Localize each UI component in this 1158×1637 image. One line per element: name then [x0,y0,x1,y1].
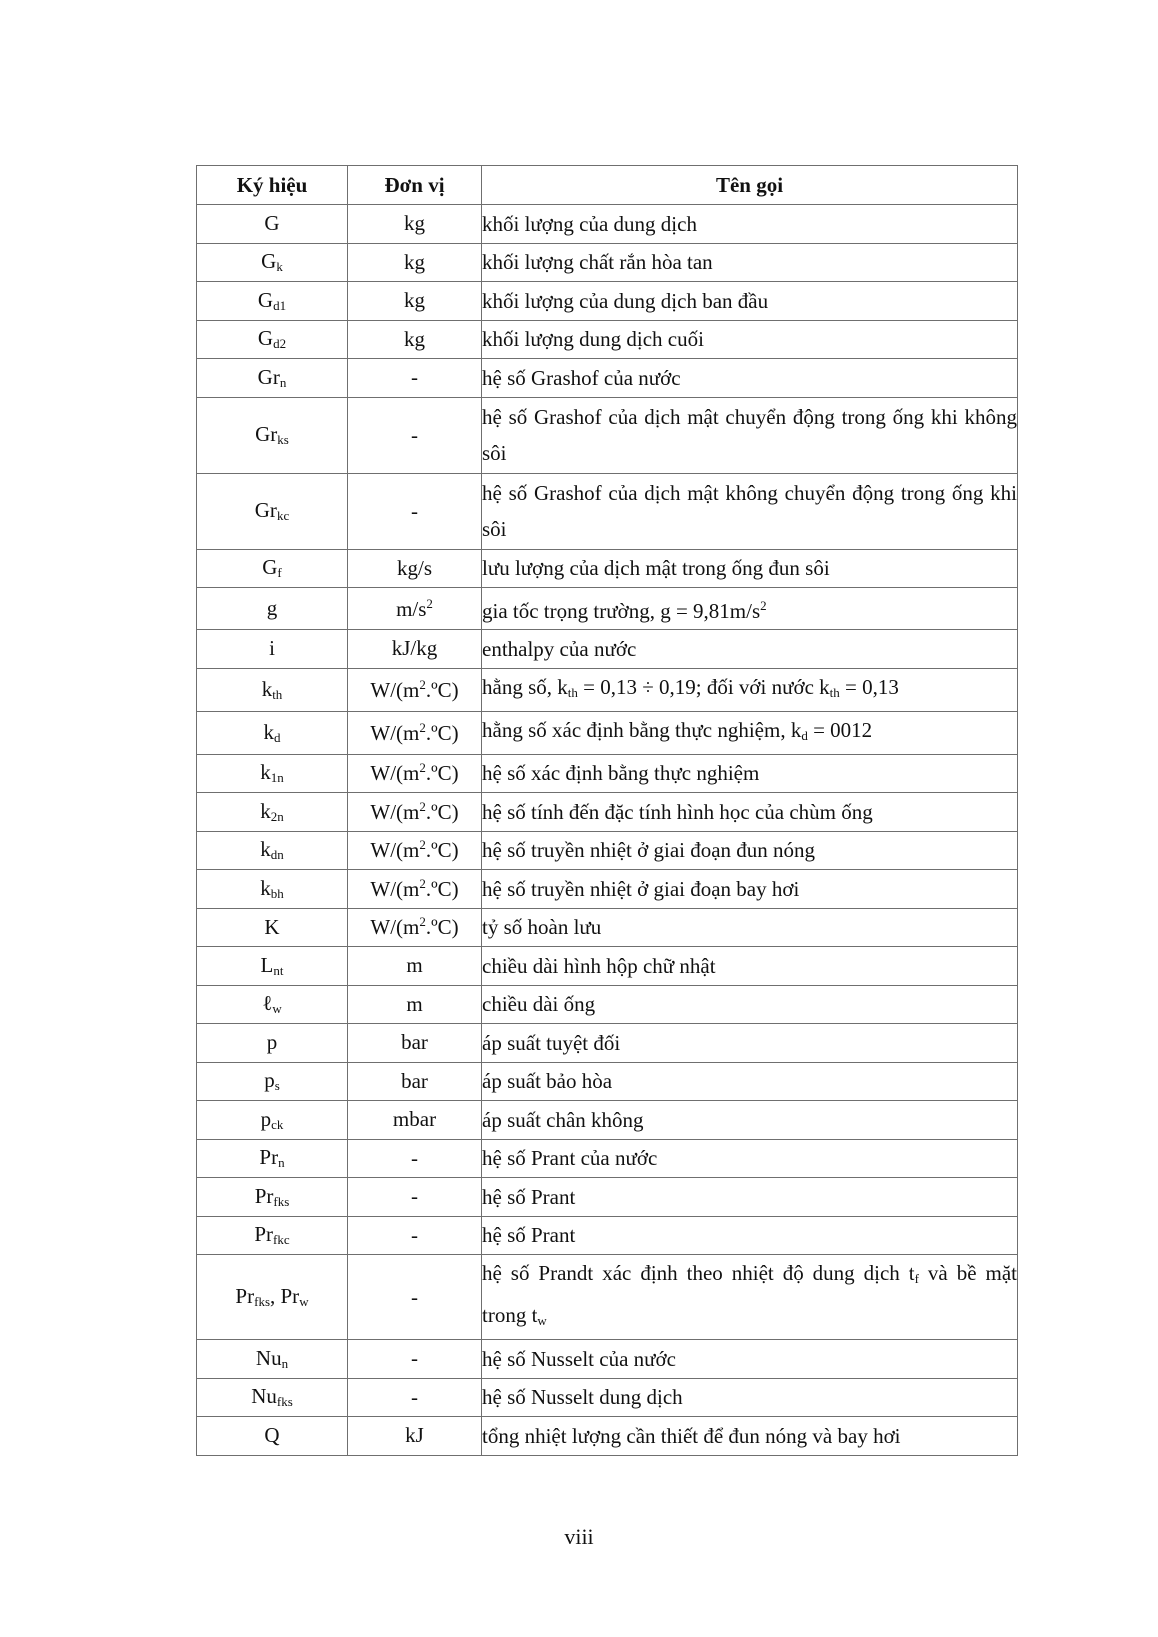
unit-cell [348,243,482,282]
document-page [196,165,1017,1456]
symbol-subscript: f [277,565,282,581]
unit-superscript: 2 [419,837,426,853]
description-cell [482,282,1018,321]
symbol-subscript: k [276,259,283,275]
unit-text: W/(m [370,838,420,863]
description-text: tổng nhiệt lượng cần thiết để đun nóng và bay hơi [482,1423,901,1448]
description-cell [482,1340,1018,1379]
table-row [197,359,1018,398]
description-text: = 0012 [807,717,873,742]
unit-superscript: 2 [426,595,433,611]
unit-cell [348,205,482,244]
table-row [197,1178,1018,1217]
unit-superscript: 2 [419,798,426,814]
unit-cell [348,1216,482,1255]
description-subscript: d [801,727,808,743]
unit-cell [348,359,482,398]
unit-cell [348,549,482,588]
table-row [197,870,1018,909]
symbol-cell [197,473,348,549]
description-text: hệ số truyền nhiệt ở giai đoạn đun nóng [482,838,816,863]
symbol-base: Pr [254,1183,274,1208]
symbol-cell [197,1340,348,1379]
description-text: hệ số truyền nhiệt ở giai đoạn bay hơi [482,876,800,901]
symbol-subscript: n [279,374,287,390]
description-cell [482,473,1018,549]
symbol-subscript: nt [273,962,284,978]
unit-text: kJ [405,1423,424,1448]
description-text: gia tốc trọng trường, g = 9,81m/s [482,599,761,623]
description-cell [482,549,1018,588]
symbol-base: Nu [255,1345,282,1370]
table-row [197,947,1018,986]
table-row [197,282,1018,321]
unit-tail: .ºC) [425,876,459,901]
table-row [197,1101,1018,1140]
unit-text: kJ/kg [391,636,438,661]
description-text: hệ số Prant [482,1184,576,1209]
unit-cell [348,1024,482,1063]
description-text: enthalpy của nước [482,636,637,661]
description-cell [482,1178,1018,1217]
unit-text: - [411,1184,418,1209]
description-cell [482,243,1018,282]
symbol-base: p [264,1068,275,1093]
description-text: hằng số xác định bằng thực nghiệm, k [482,717,802,742]
description-text: chiều dài hình hộp chữ nhật [482,953,716,978]
symbol-cell [197,282,348,321]
description-cell [482,1101,1018,1140]
symbol-cell [197,1417,348,1456]
symbol-subscript: 2n [270,808,284,824]
description-cell [482,947,1018,986]
unit-text: kg/s [396,555,432,580]
symbol-base: k [261,676,273,701]
unit-cell [348,1101,482,1140]
symbol-cell [197,793,348,832]
symbol-base: Q [264,1423,280,1448]
unit-superscript: 2 [419,676,426,692]
description-text: khối lượng dung dịch cuối [482,327,704,352]
unit-cell [348,1340,482,1379]
symbol-cell [197,711,348,754]
table-row [197,549,1018,588]
header-symbol: Ký hiệu [197,166,348,205]
table-row [197,754,1018,793]
unit-text: - [411,1222,418,1247]
symbol-cell [197,588,348,630]
description-cell [482,1062,1018,1101]
description-cell [482,320,1018,359]
symbol-base: G [264,211,280,236]
symbol-base: K [264,914,280,939]
description-subscript: th [829,684,840,700]
unit-text: mbar [392,1107,437,1132]
description-cell [482,630,1018,669]
symbol-base: L [260,952,274,977]
unit-tail: .ºC) [425,838,459,863]
symbol-table [196,165,1018,1456]
symbol-cell [197,1178,348,1217]
unit-tail: .ºC) [425,761,459,786]
description-cell [482,1024,1018,1063]
table-row [197,1062,1018,1101]
unit-text: m [406,953,423,978]
unit-text: kg [404,288,425,313]
description-cell [482,711,1018,754]
table-row [197,831,1018,870]
symbol-base: G [261,249,277,274]
description-cell [482,1216,1018,1255]
unit-superscript: 2 [419,719,426,735]
table-row [197,1216,1018,1255]
symbol-subscript: s [274,1078,280,1094]
symbol-cell [197,397,348,473]
table-row [197,1024,1018,1063]
unit-cell [348,754,482,793]
symbol-cell [197,754,348,793]
symbol-subscript: dn [270,847,284,863]
symbol-subscript: 1n [270,770,284,786]
unit-cell [348,1178,482,1217]
table-row [197,588,1018,630]
description-text: hệ số Prandt xác định theo nhiệt độ dung dịch t [482,1261,915,1285]
unit-text: bar [401,1068,428,1093]
description-superscript: 2 [760,598,767,613]
description-text: hệ số tính đến đặc tính hình học của chùm ống [482,799,873,824]
unit-tail: .ºC) [425,799,459,824]
unit-text: W/(m [370,915,420,940]
unit-superscript: 2 [419,914,426,930]
symbol-cell [197,947,348,986]
unit-text: kg [404,249,425,274]
description-cell [482,908,1018,947]
description-text: hệ số Grashof của dịch mật không chuyển động trong ống khi sôi [482,481,1017,541]
symbol-subscript: n [278,1155,285,1171]
symbol-base: Gr [255,422,278,446]
table-row [197,908,1018,947]
table-row [197,985,1018,1024]
symbol-base: Gr [254,498,277,522]
unit-text: W/(m [370,720,420,745]
unit-cell [348,630,482,669]
unit-cell [348,1255,482,1340]
symbol-cell [197,1139,348,1178]
unit-text: - [411,1284,418,1309]
symbol-subscript: fks [273,1193,290,1209]
symbol-subscript: th [272,686,283,702]
symbol-cell [197,1101,348,1140]
description-text: áp suất chân không [482,1107,644,1132]
symbol-base: Gr [257,364,280,389]
description-cell [482,668,1018,711]
table-row [197,793,1018,832]
unit-text: - [411,365,418,390]
symbol-base: k [260,875,271,900]
unit-text: bar [401,1030,428,1055]
description-text: khối lượng của dung dịch ban đầu [482,288,769,313]
unit-tail: .ºC) [425,915,459,940]
symbol-base: Pr [254,1222,274,1247]
table-row [197,243,1018,282]
table-header-row [197,166,1018,205]
symbol-base: p [266,1030,278,1055]
unit-text: - [411,498,418,523]
table-row [197,1417,1018,1456]
header-name: Tên gọi [482,166,1018,205]
unit-text: W/(m [370,677,420,702]
unit-cell [348,793,482,832]
unit-cell [348,870,482,909]
symbol-base: i [269,636,275,661]
symbol-cell [197,320,348,359]
description-text: áp suất tuyệt đối [482,1030,621,1055]
symbol-subscript-2: w [299,1294,309,1309]
unit-cell [348,985,482,1024]
unit-cell [348,908,482,947]
table-row [197,1340,1018,1379]
unit-cell [348,831,482,870]
unit-cell [348,320,482,359]
unit-cell [348,1417,482,1456]
symbol-cell [197,831,348,870]
symbol-base: G [257,326,274,351]
symbol-cell [197,1255,348,1340]
symbol-base: k [260,760,271,785]
symbol-base: Pr [235,1284,255,1308]
description-text: = 0,13 ÷ 0,19; đối với nước k [577,674,830,699]
unit-cell [348,1139,482,1178]
table-row [197,668,1018,711]
unit-cell [348,397,482,473]
symbol-cell [197,1216,348,1255]
description-cell [482,588,1018,630]
unit-text: m/s [396,596,427,621]
unit-cell [348,711,482,754]
table-row [197,1378,1018,1417]
unit-text: kg [404,211,425,236]
unit-cell [348,473,482,549]
table-row [197,473,1018,549]
symbol-cell [197,1378,348,1417]
description-cell [482,359,1018,398]
unit-superscript: 2 [419,875,426,891]
symbol-subscript: fks [276,1394,293,1410]
table-row [197,397,1018,473]
symbol-cell [197,630,348,669]
unit-text: - [411,1384,418,1409]
description-text: và bề mặt trong t [482,1261,1017,1327]
unit-cell [348,668,482,711]
symbol-base: Nu [251,1384,277,1409]
symbol-subscript: d2 [273,336,287,352]
symbol-cell [197,359,348,398]
description-text: hệ số Grashof của dịch mật chuyển động trong ống khi không sôi [482,405,1017,465]
description-cell [482,754,1018,793]
symbol-base: G [257,287,274,312]
unit-text: W/(m [370,761,420,786]
table-row [197,711,1018,754]
description-text: khối lượng của dung dịch [482,211,697,236]
unit-cell [348,1378,482,1417]
unit-tail: .ºC) [425,720,459,745]
description-subscript: w [537,1313,547,1328]
page-number: viii [564,1524,594,1549]
unit-text: - [411,422,418,447]
symbol-cell [197,908,348,947]
symbol-subscript: fkc [273,1232,290,1248]
unit-superscript: 2 [419,760,426,776]
table-row [197,205,1018,244]
symbol-cell [197,1024,348,1063]
unit-cell [348,947,482,986]
header-unit: Đơn vị [348,166,482,205]
symbol-cell [197,549,348,588]
symbol-subscript: w [272,1001,282,1017]
description-text: hệ số Nusselt của nước [482,1346,676,1371]
unit-tail: .ºC) [425,677,459,702]
description-subscript: th [567,684,578,700]
description-text: lưu lượng của dịch mật trong ống đun sôi [482,556,830,581]
symbol-cell [197,243,348,282]
symbol-base-2: , Pr [270,1284,300,1308]
symbol-subscript: d1 [273,297,287,313]
table-row [197,630,1018,669]
description-text: = 0,13 [839,674,899,699]
description-text: chiều dài ống [482,992,596,1017]
description-text: hệ số Nusselt dung dịch [482,1385,683,1410]
description-cell [482,397,1018,473]
symbol-cell [197,985,348,1024]
table-body [197,205,1018,1456]
symbol-cell [197,668,348,711]
description-text: khối lượng chất rắn hòa tan [482,250,713,275]
table-row [197,320,1018,359]
symbol-base: k [260,798,271,823]
symbol-base: g [266,596,278,620]
symbol-subscript: d [274,729,281,745]
symbol-cell [197,870,348,909]
symbol-base: k [260,837,271,862]
table-row [197,1255,1018,1340]
description-cell [482,985,1018,1024]
description-cell [482,205,1018,244]
description-cell [482,793,1018,832]
description-text: tỷ số hoàn lưu [482,915,602,940]
symbol-base: p [260,1106,272,1131]
unit-text: - [411,1346,418,1371]
table-row [197,1139,1018,1178]
description-cell [482,1417,1018,1456]
symbol-base: Pr [259,1145,279,1170]
description-text: hệ số xác định bằng thực nghiệm [482,761,760,786]
unit-cell [348,1062,482,1101]
unit-cell [348,282,482,321]
unit-text: W/(m [370,876,420,901]
description-text: hệ số Prant [482,1223,576,1248]
description-cell [482,1255,1018,1340]
description-text: hằng số, k [482,674,568,699]
symbol-cell [197,1062,348,1101]
description-cell [482,831,1018,870]
description-cell [482,1378,1018,1417]
symbol-subscript: ks [277,432,289,447]
description-text: hệ số Grashof của nước [482,365,681,390]
unit-text: W/(m [370,799,420,824]
symbol-base: k [263,719,274,744]
symbol-subscript: ck [271,1116,284,1132]
description-text: hệ số Prant của nước [482,1146,658,1171]
unit-cell [348,588,482,630]
symbol-subscript: n [281,1355,289,1371]
description-subscript: f [914,1271,919,1286]
symbol-subscript: kc [276,508,290,523]
symbol-subscript: fks [254,1294,270,1309]
symbol-base: G [262,555,278,580]
symbol-cell [197,205,348,244]
unit-text: kg [404,326,425,351]
symbol-base: ℓ [262,991,273,1016]
description-cell [482,1139,1018,1178]
description-cell [482,870,1018,909]
description-text: áp suất bảo hòa [482,1069,613,1094]
symbol-subscript: bh [270,885,284,901]
unit-text: - [411,1145,418,1170]
unit-text: m [406,991,423,1016]
